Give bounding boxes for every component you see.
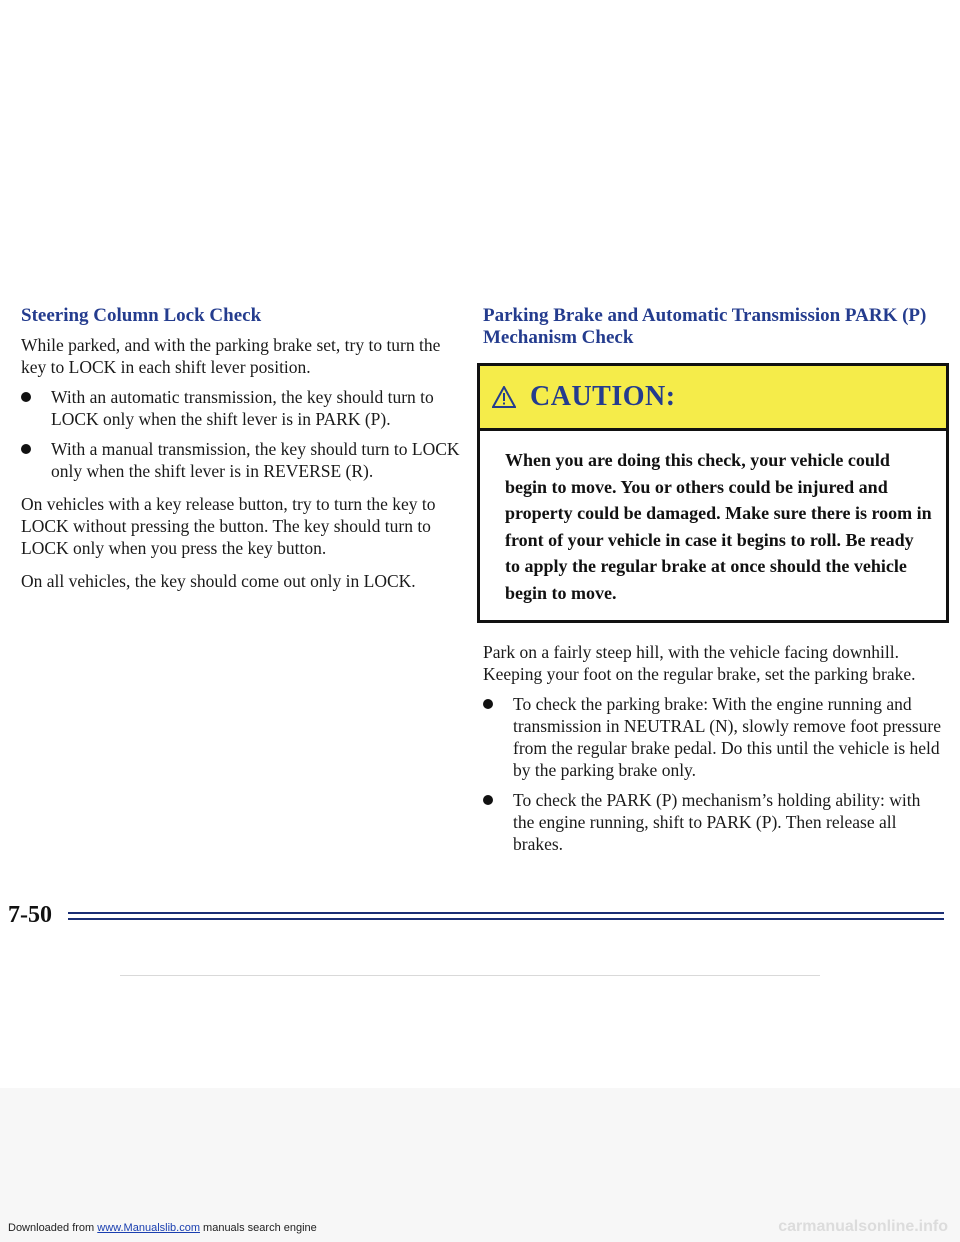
key-removal-paragraph: On all vehicles, the key should come out only in LOCK. [21, 571, 416, 591]
list-item [483, 693, 943, 781]
download-suffix: manuals search engine [199, 1222, 317, 1234]
list-item [483, 789, 943, 855]
list-item [21, 438, 461, 482]
steering-lock-intro: While parked, and with the parking brake set, try to turn the key to LOCK in each shift lever position. [21, 335, 441, 377]
caution-box [477, 363, 949, 623]
scan-artifact-line [120, 975, 820, 976]
warning-triangle-icon [492, 386, 516, 408]
bullet-icon [21, 392, 31, 402]
manualslib-link[interactable]: www.Manualslib.com [97, 1222, 200, 1234]
caution-text: When you are doing this check, your vehicle could begin to move. You or others could be injured and property could be damaged. Make sure there is room in front of your vehicle in case it begins to roll. Be ready to apply the regular brake at once should the vehicle begin to move. [505, 450, 932, 603]
bullet-icon [483, 699, 493, 709]
right-column [483, 305, 943, 855]
left-column [21, 305, 461, 592]
bullet-text: To check the parking brake: With the engine running and transmission in NEUTRAL (N), slowly remove foot pressure from the regular brake pedal. Do this until the vehicle is held by the parking brake only. [513, 694, 942, 780]
footer-rule [68, 918, 944, 920]
key-release-paragraph: On vehicles with a key release button, try to turn the key to LOCK without pressing the button. The key should turn to LOCK only when you press the key button. [21, 494, 436, 558]
hill-paragraph: Park on a fairly steep hill, with the vehicle facing downhill. Keeping your foot on the regular brake, set the parking brake. [483, 642, 916, 684]
bullet-icon [483, 795, 493, 805]
bullet-text: To check the PARK (P) mechanism’s holding ability: with the engine running, shift to PARK (P). Then release all brakes. [513, 790, 921, 854]
download-note [8, 1222, 317, 1234]
watermark: carmanualsonline.info [778, 1218, 948, 1235]
steering-lock-heading: Steering Column Lock Check [21, 305, 262, 326]
caution-header [480, 366, 946, 431]
caution-title: CAUTION: [530, 381, 676, 412]
bullet-text: With a manual transmission, the key should turn to LOCK only when the shift lever is in REVERSE (R). [51, 439, 460, 481]
bullet-icon [21, 444, 31, 454]
bullet-text: With an automatic transmission, the key should turn to LOCK only when the shift lever is in PARK (P). [51, 387, 434, 429]
page-number: 7-50 [8, 902, 52, 928]
download-prefix: Downloaded from [8, 1222, 98, 1234]
parking-brake-heading: Parking Brake and Automatic Transmission PARK (P) Mechanism Check [483, 305, 927, 348]
footer-rule [68, 912, 944, 914]
list-item [21, 386, 461, 430]
